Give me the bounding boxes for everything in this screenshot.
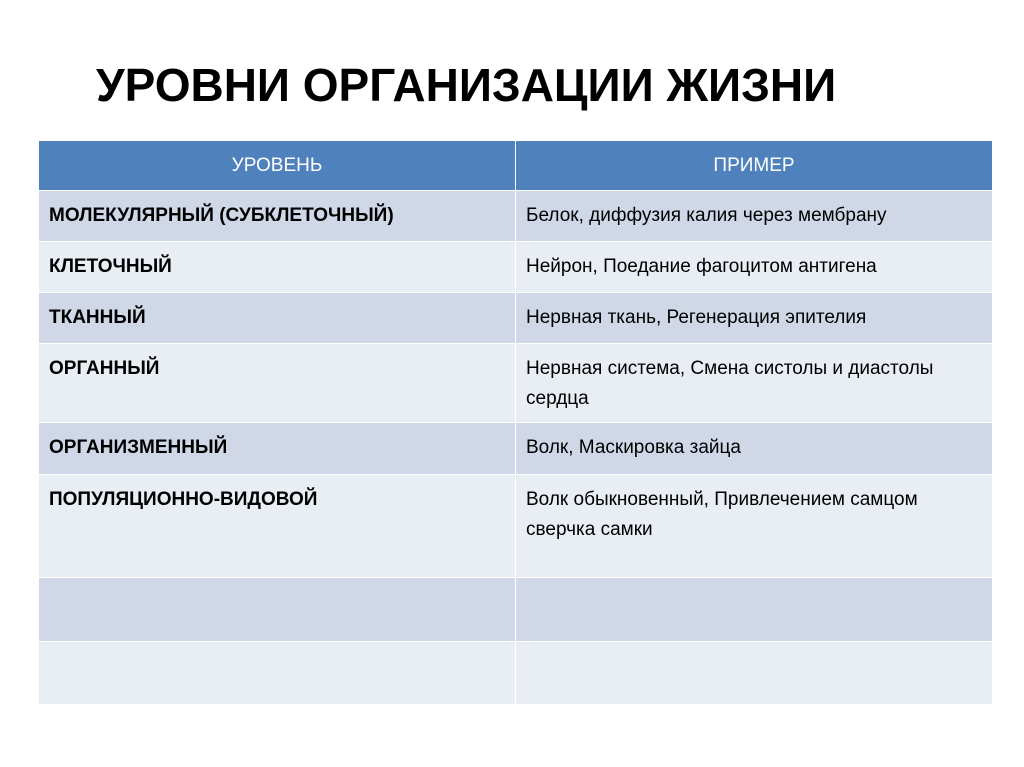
level-cell: КЛЕТОЧНЫЙ [39, 242, 516, 293]
example-cell: Нервная ткань, Регенерация эпителия [516, 293, 993, 344]
table-row [39, 578, 993, 642]
level-cell: ОРГАННЫЙ [39, 344, 516, 423]
table-row [39, 293, 993, 344]
example-cell: Волк, Маскировка зайца [516, 423, 993, 475]
example-cell [516, 642, 993, 705]
example-cell [516, 578, 993, 642]
table-row [39, 242, 993, 293]
column-header-level: УРОВЕНЬ [39, 141, 516, 191]
table-row [39, 191, 993, 242]
table-row [39, 475, 993, 578]
level-cell: ТКАННЫЙ [39, 293, 516, 344]
example-cell: Белок, диффузия калия через мембрану [516, 191, 993, 242]
level-cell: ПОПУЛЯЦИОННО-ВИДОВОЙ [39, 475, 516, 578]
column-header-example: ПРИМЕР [516, 141, 993, 191]
table-row [39, 423, 993, 475]
level-cell: ОРГАНИЗМЕННЫЙ [39, 423, 516, 475]
level-cell [39, 578, 516, 642]
table-header-row [39, 141, 993, 191]
table-row [39, 642, 993, 705]
example-cell: Нервная система, Смена систолы и диастолы сердца [516, 344, 993, 423]
example-cell: Волк обыкновенный, Привлечением самцом сверчка самки [516, 475, 993, 578]
example-cell: Нейрон, Поедание фагоцитом антигена [516, 242, 993, 293]
slide-title: УРОВНИ ОРГАНИЗАЦИИ ЖИЗНИ [96, 59, 837, 111]
levels-table [38, 140, 993, 705]
level-cell [39, 642, 516, 705]
table-row [39, 344, 993, 423]
level-cell: МОЛЕКУЛЯРНЫЙ (СУБКЛЕТОЧНЫЙ) [39, 191, 516, 242]
